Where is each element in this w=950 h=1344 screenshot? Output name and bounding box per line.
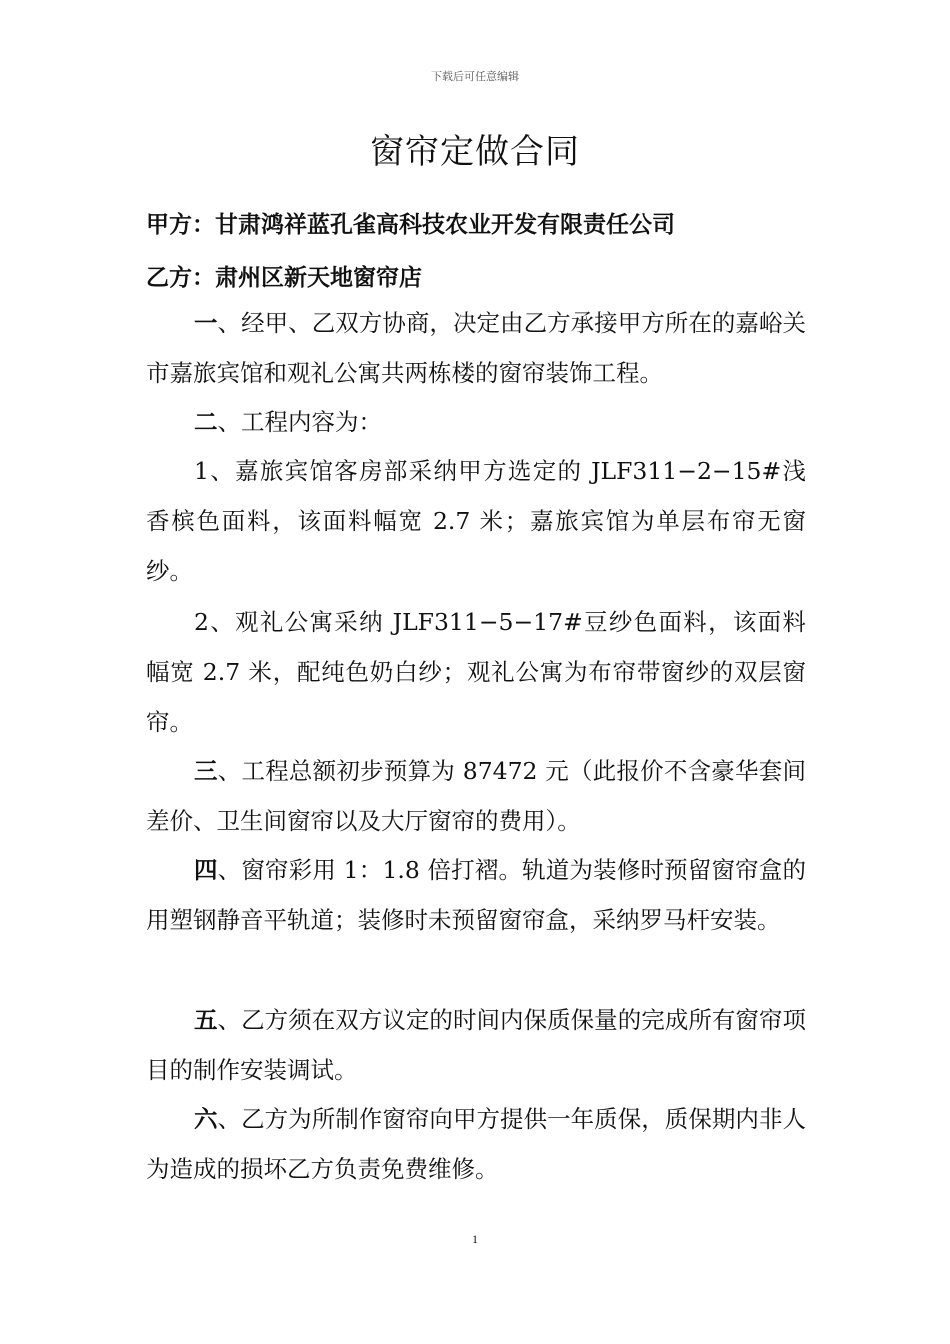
clause-2-item-2 [146,597,806,747]
clause-3-text: 、工程总额初步预算为 87472 元（此报价不含豪华套间差价、卫生间窗帘以及大厅窗帘的费用）。 [146,757,806,835]
clause-1-number: 一 [194,309,218,337]
clause-1 [146,298,806,398]
clause-6-number: 六 [194,1105,218,1133]
clause-2-number: 二 [194,408,218,436]
party-b-line: 乙方：肃州区新天地窗帘店 [146,265,422,291]
document-title: 窗帘定做合同 [370,132,580,172]
clause-2 [146,397,806,447]
clause-4-number: 四 [194,856,218,884]
clause-2-text: 、工程内容为： [217,408,382,436]
clause-6-text: 、乙方为所制作窗帘向甲方提供一年质保，质保期内非人为造成的损坏乙方负责免费维修。 [146,1105,807,1183]
clause-4 [146,845,806,945]
clause-2-item-1-text: 1、嘉旅宾馆客房部采纳甲方选定的 JLF311−2−15#浅香槟色面料，该面料幅宽 2.7 米；嘉旅宾馆为单层布帘无窗纱。 [146,457,806,585]
page-number: 1 [472,1232,478,1246]
clause-5-text: 、乙方须在双方议定的时间内保质保量的完成所有窗帘项目的制作安装调试。 [146,1006,807,1084]
clause-1-text: 、经甲、乙双方协商，决定由乙方承接甲方所在的嘉峪关市嘉旅宾馆和观礼公寓共两栋楼的窗帘装饰工程。 [146,309,807,387]
clause-6 [146,1094,806,1194]
clause-2-item-1 [146,446,806,596]
clause-3 [146,746,806,846]
header-note: 下载后可任意编辑 [431,70,519,83]
party-a-line: 甲方：甘肃鸿祥蓝孔雀高科技农业开发有限责任公司 [146,212,675,238]
clause-2-item-2-text: 2、观礼公寓采纳 JLF311−5−17#豆纱色面料，该面料幅宽 2.7 米，配纯色奶白纱；观礼公寓为布帘带窗纱的双层窗帘。 [146,608,806,736]
clause-5 [146,995,806,1095]
clause-5-number: 五 [194,1006,218,1034]
clause-3-number: 三 [194,757,218,785]
clause-4-text: 、窗帘彩用 1：1.8 倍打褶。轨道为装修时预留窗帘盒的用塑钢静音平轨道；装修时未预留窗帘盒，采纳罗马杆安装。 [146,856,807,934]
